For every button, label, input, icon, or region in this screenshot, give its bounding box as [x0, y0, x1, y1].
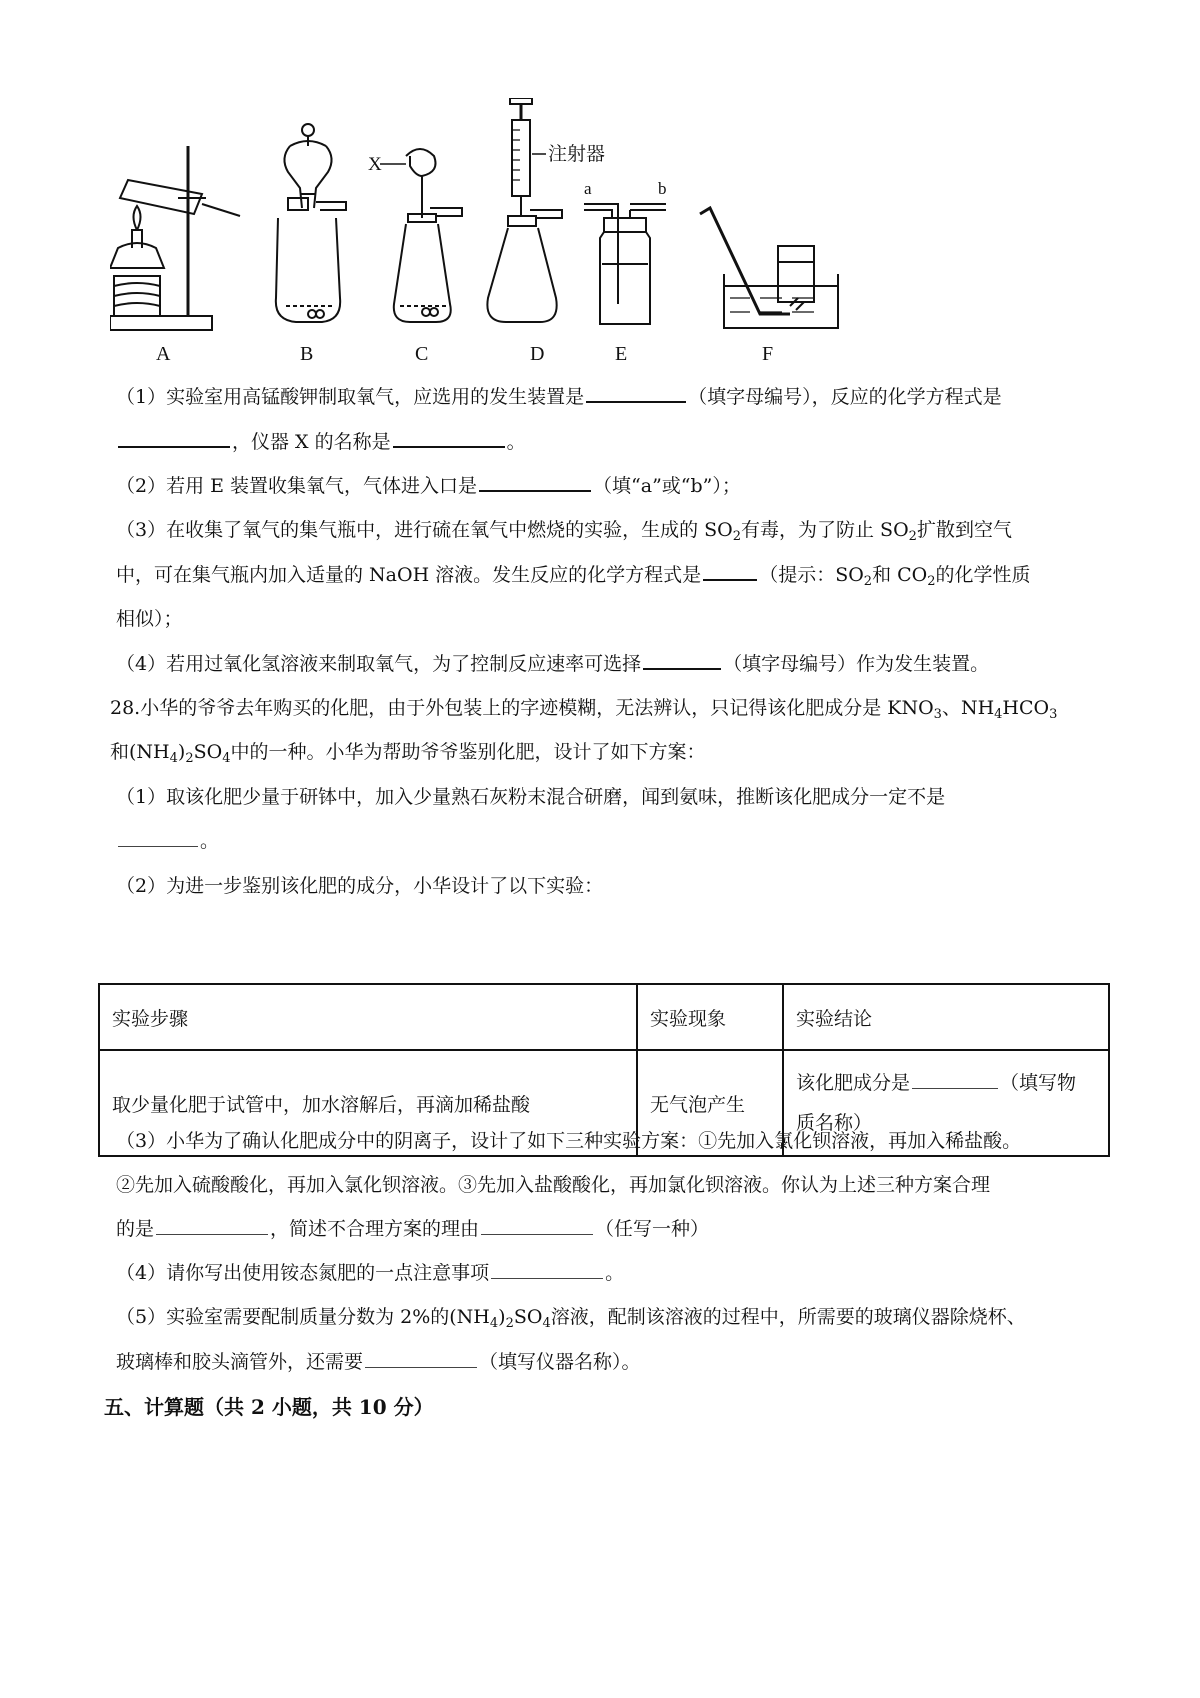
- q27-p2-text-b: （填“a”或“b”）；: [593, 475, 741, 497]
- q27-p2-text-a: （2）若用 E 装置收集氧气，气体进入口是: [116, 475, 478, 497]
- q28-intro-text-f: SO: [193, 741, 223, 763]
- header-step: 实验步骤: [99, 984, 637, 1050]
- q27-part3-line2: [116, 561, 1031, 588]
- label-c: C: [415, 343, 429, 365]
- label-f: F: [762, 343, 774, 365]
- q27-p3-text-g: 的化学性质: [935, 564, 1031, 586]
- cell-phenomenon: 无气泡产生: [637, 1050, 783, 1156]
- label-syringe: 注射器: [548, 143, 606, 165]
- q27-p1-text-a: （1）实验室用高锰酸钾制取氧气，应选用的发生装置是: [116, 386, 585, 408]
- q27-p4-text-b: （填字母编号）作为发生装置。: [723, 653, 990, 675]
- label-x: X: [368, 154, 382, 175]
- subscript: 4: [994, 707, 1003, 722]
- q27-p3-text-a: （3）在收集了氧气的集气瓶中，进行硫在氧气中燃烧的实验，生成的 SO: [116, 519, 733, 541]
- answer-blank[interactable]: [912, 1070, 998, 1089]
- section-heading: 五、计算题（共 2 小题，共 10 分）: [104, 1395, 434, 1419]
- subscript: 2: [863, 574, 873, 589]
- q27-p3-text-e: （提示：SO: [759, 564, 864, 586]
- apparatus-d: [487, 98, 605, 365]
- q27-part4: [116, 650, 989, 677]
- q28-part5-line2: [116, 1349, 641, 1375]
- q27-p1-text-c: ，仪器 X 的名称是: [232, 431, 391, 453]
- answer-blank[interactable]: [586, 383, 686, 403]
- subscript: 2: [185, 751, 194, 766]
- label-b: B: [300, 343, 314, 365]
- concl-text-c: 质名称）: [796, 1112, 873, 1134]
- label-a: A: [156, 343, 171, 365]
- apparatus-e: [584, 179, 667, 365]
- q28-part3-line1: [116, 1128, 1021, 1154]
- answer-blank[interactable]: [365, 1349, 477, 1368]
- q28-part5-line1: [116, 1304, 1026, 1330]
- q28-intro-text-a: 28.小华的爷爷去年购买的化肥，由于外包装上的字迹模糊，无法辨认，只记得该化肥成分是 KNO: [110, 697, 934, 719]
- apparatus-f: [700, 208, 838, 365]
- q28-p3-text-e: （任写一种）: [595, 1218, 710, 1240]
- q28-p5-text-d: 溶液，配制该溶液的过程中，所需要的玻璃仪器除烧杯、: [550, 1306, 1026, 1328]
- q28-intro-text-b: 、NH: [941, 697, 995, 719]
- apparatus-b: [276, 124, 346, 365]
- concl-text-b: （填写物: [1000, 1072, 1077, 1094]
- q28-p1-text-b: 。: [200, 830, 220, 852]
- q28-intro-text-e: ): [177, 741, 186, 763]
- q28-intro-line1: [110, 695, 1057, 721]
- label-e: E: [615, 343, 628, 365]
- header-phenomenon: 实验现象: [637, 984, 783, 1050]
- apparatus-figure: [110, 98, 940, 398]
- q27-p1-text-b: （填字母编号），反应的化学方程式是: [688, 386, 1002, 408]
- q28-p5-text-c: SO: [513, 1306, 543, 1328]
- answer-blank[interactable]: [118, 428, 230, 448]
- q27-p3-text-h: 相似）；: [116, 608, 183, 630]
- apparatus-c: [368, 149, 462, 365]
- cell-step: 取少量化肥于试管中，加水溶解后，再滴加稀盐酸: [99, 1050, 637, 1156]
- apparatus-diagram: [110, 98, 940, 398]
- subscript: 4: [169, 751, 178, 766]
- q28-p4-text-b: 。: [605, 1262, 625, 1284]
- q27-p4-text-a: （4）若用过氧化氢溶液来制取氧气，为了控制反应速率可选择: [116, 653, 642, 675]
- answer-blank[interactable]: [393, 428, 505, 448]
- answer-blank[interactable]: [481, 1216, 593, 1235]
- q27-p3-text-d: 中，可在集气瓶内加入适量的 NaOH 溶液。发生反应的化学方程式是: [116, 564, 702, 586]
- subscript: 2: [505, 1316, 514, 1331]
- answer-blank[interactable]: [156, 1216, 268, 1235]
- q27-part2: [116, 472, 741, 499]
- q28-p5-text-f: （填写仪器名称）。: [479, 1351, 641, 1373]
- header-conclusion: 实验结论: [783, 984, 1109, 1050]
- q27-part3-line3: [116, 606, 183, 632]
- label-port-b: b: [658, 179, 667, 198]
- q28-p2-text: （2）为进一步鉴别该化肥的成分，小华设计了以下实验：: [116, 875, 604, 897]
- answer-blank[interactable]: [491, 1260, 603, 1279]
- q28-p3-text-d: ，简述不合理方案的理由: [270, 1218, 480, 1240]
- q28-intro-text-d: 和(NH: [110, 741, 170, 763]
- q28-part3-line2: [116, 1172, 990, 1198]
- subscript: 3: [933, 707, 942, 722]
- q28-intro-text-c: HCO: [1002, 697, 1050, 719]
- q28-p1-text-a: （1）取该化肥少量于研钵中，加入少量熟石灰粉末混合研磨，闻到氨味，推断该化肥成分一定不是: [116, 786, 946, 808]
- q27-p1-text-d: 。: [506, 431, 526, 453]
- subscript: 4: [542, 1316, 551, 1331]
- q27-p3-text-b: 有毒，为了防止 SO: [741, 519, 909, 541]
- q27-p3-text-c: 扩散到空气: [916, 519, 1012, 541]
- q28-part2: [116, 873, 603, 899]
- q27-p3-text-f: 和 CO: [872, 564, 928, 586]
- q27-part1-line1: [116, 383, 1002, 410]
- subscript: 4: [489, 1316, 499, 1331]
- q28-p3-text-c: 的是: [116, 1218, 155, 1240]
- label-d: D: [530, 343, 545, 365]
- subscript: 2: [732, 529, 742, 544]
- answer-blank[interactable]: [479, 472, 591, 492]
- q28-p3-text-b: ②先加入硫酸酸化，再加入氯化钡溶液。③先加入盐酸酸化，再加氯化钡溶液。你认为上述三种方案合理: [116, 1174, 991, 1196]
- concl-text-a: 该化肥成分是: [796, 1072, 911, 1094]
- q28-part1-line1: [116, 784, 945, 810]
- q28-intro-line2: [110, 739, 705, 765]
- subscript: 2: [908, 529, 917, 544]
- table-header-row: [99, 984, 1109, 1050]
- answer-blank[interactable]: [118, 828, 198, 847]
- answer-blank[interactable]: [643, 650, 721, 670]
- q28-p5-text-b: ): [498, 1306, 506, 1328]
- q28-p5-text-e: 玻璃棒和胶头滴管外，还需要: [116, 1351, 364, 1373]
- apparatus-a: [110, 146, 240, 365]
- answer-blank[interactable]: [703, 561, 757, 581]
- q28-part1-line2: [116, 828, 219, 854]
- q28-p5-text-a: （5）实验室需要配制质量分数为 2%的(NH: [116, 1306, 490, 1328]
- q27-part1-line2: [116, 428, 526, 455]
- subscript: 3: [1049, 707, 1058, 722]
- q28-p3-text-a: （3）小华为了确认化肥成分中的阴离子，设计了如下三种实验方案：①先加入氯化钡溶液，再加入稀盐酸。: [116, 1130, 1022, 1152]
- q28-part4: [116, 1260, 624, 1286]
- q28-part3-line3: [116, 1216, 709, 1242]
- subscript: 2: [927, 574, 936, 589]
- q28-p4-text-a: （4）请你写出使用铵态氮肥的一点注意事项: [116, 1262, 490, 1284]
- q28-intro-text-g: 中的一种。小华为帮助爷爷鉴别化肥，设计了如下方案：: [230, 741, 706, 763]
- q27-part3-line1: [116, 517, 1012, 543]
- label-port-a: a: [584, 179, 592, 198]
- subscript: 4: [222, 751, 231, 766]
